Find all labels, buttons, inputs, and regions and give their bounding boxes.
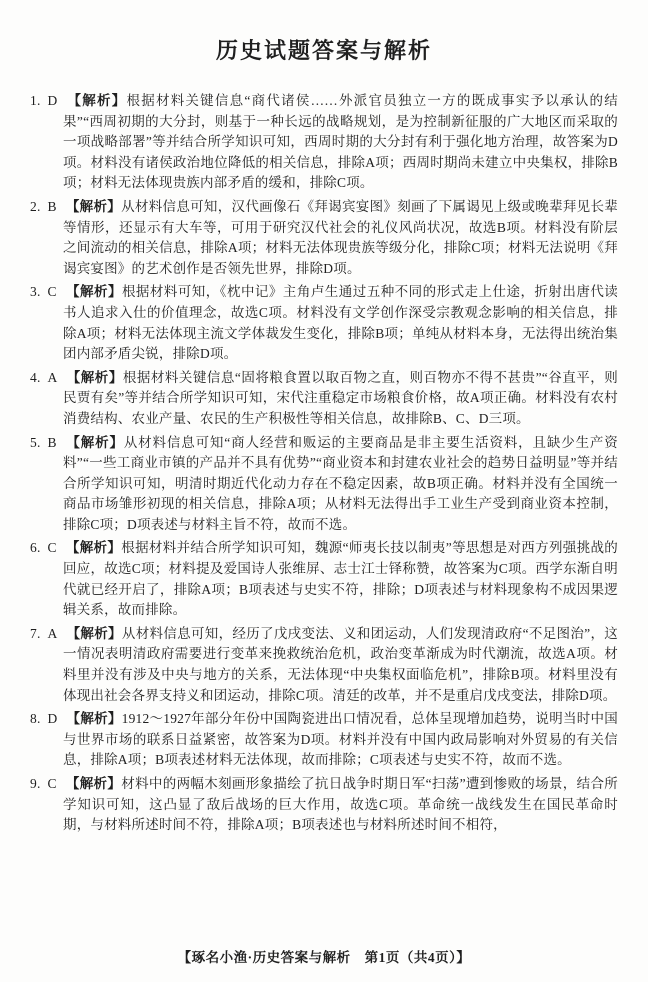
answer-item — [30, 433, 618, 536]
analysis-label: 【解析】 — [66, 93, 127, 108]
analysis-text: 从材料信息可知，汉代画像石《拜谒宾宴图》刻画了下属谒见上级或晚辈拜见长辈等情形，还显示有大车等，可用于研究汉代社会的礼仪风尚状况，故选B项。材料没有阶层之间流动的相关信息，排除A项；材料无法体现贵族等级分化，排除C项；材料无法说明《拜谒宾宴图》的艺术创作是否领先世界，排除D项。 — [63, 198, 618, 276]
page-title: 历史试题答案与解析 — [215, 38, 432, 63]
item-number: 3. — [30, 284, 41, 300]
item-number: 8. — [30, 711, 41, 727]
answer-list — [30, 91, 618, 836]
analysis-text: 从材料信息可知“商人经营和贩运的主要商品是非主要生活资料，且缺少生产资料”“一些工商业市镇的产品并不具有优势”“商业资本和封建农业社会的趋势日益明显”等并结合所学知识可知，明清时期近代化动力存在不稳定因素，故B项正确。材料并没有全国统一商品市场雏形初现的相关信息，排除A项；从材料无法得出手工业生产受到商业资本控制，排除C项；D项表述与材料主旨不符，故而不选。 — [63, 434, 618, 532]
analysis-label: 【解析】 — [65, 434, 124, 450]
item-answer: C — [47, 776, 57, 791]
analysis-text: 1912～1927年部分年份中国陶瓷进出口情况看，总体呈现增加趋势，说明当时中国与世界市场的联系日益紧密，故答案为D项。材料并没有中国内政局影响对外贸易的有关信息，排除A项；B项表述材料无法体现，故而排除；C项表述与史实不符，故而不选。 — [63, 711, 618, 768]
page-footer: 【琢名小渔·历史答案与解析 第1页（共4页）】 — [177, 950, 471, 965]
analysis-text: 材料中的两幅木刻画形象描绘了抗日战争时期日军“扫荡”遭到惨败的场景，结合所学知识可知，这凸显了敌后战场的巨大作用，故选C项。革命统一战线发生在国民革命时期，与材料所述时间不符，排除A项；B项表述也与材料所述时间不相符， — [63, 776, 618, 833]
item-answer: C — [47, 284, 57, 300]
analysis-text: 根据材料关键信息“固将粮食置以取百物之直，则百物亦不得不甚贵”“谷直平，则民贾有矣”等并结合所学知识可知，宋代注重稳定市场粮食价格，故A项正确。材料没有农村消费结构、农业产量、农民的生产积极性等相关信息，故排除B、C、D三项。 — [63, 369, 618, 426]
analysis-text: 从材料信息可知，经历了戊戌变法、义和团运动，人们发现清政府“不足图治”，这一情况表明清政府需要进行变革来挽救统治危机，政治变革渐成为时代潮流，故选A项。材料里并没有涉及中央与地方的关系，无法体现“中央集权面临危机”，排除B项。材料里没有体现出社会各界支持义和团运动，排除C项。清廷的改革，并不是重启戊戌变法，排除D项。 — [63, 625, 618, 703]
answer-item — [30, 709, 618, 771]
analysis-text: 根据材料并结合所学知识可知，魏源“师夷长技以制夷”等思想是对西方列强挑战的回应，故选C项；材料提及爱国诗人张维屏、志士江士铎称赞，故答案为C项。西学东渐自明代就已经开启了，排除A项；B项表述与史实不符，排除；D项表述与材料现象构不成因果逻辑关系，故而排除。 — [63, 540, 618, 618]
answer-item — [30, 624, 618, 706]
answer-item — [30, 538, 618, 620]
item-answer: D — [47, 93, 58, 108]
answer-item — [30, 91, 618, 194]
answer-item — [30, 368, 618, 430]
item-number: 1. — [30, 93, 41, 108]
analysis-label: 【解析】 — [65, 540, 122, 556]
answer-item — [30, 282, 618, 364]
item-number: 6. — [30, 540, 41, 556]
item-number: 4. — [30, 369, 41, 385]
analysis-text: 根据材料关键信息“商代诸侯……外派官员独立一方的既成事实予以承认的结果”“西周初期的大分封，则基于一种长远的战略规划，是为控制新征服的广大地区而采取的一项战略部署”等并结合所学知识可知，西周时期的大分封有利于强化地方治理，故答案为D项。材料没有诸侯政治地位降低的相关信息，排除A项；西周时期尚未建立中央集权，排除B项；材料无法体现贵族内部矛盾的缓和，排除C项。 — [63, 93, 618, 191]
analysis-text: 根据材料可知，《枕中记》主角卢生通过五种不同的形式走上仕途，折射出唐代读书人追求入仕的价值理念，故选C项。材料没有文学创作深受宗教观念影响的相关信息，排除A项；材料无法体现主流文学体裁发生变化，排除B项；单纯从材料本身，无法得出统治集团内部矛盾尖锐，排除D项。 — [63, 284, 618, 362]
analysis-label: 【解析】 — [66, 625, 122, 641]
item-answer: A — [47, 369, 58, 385]
item-answer: C — [47, 540, 57, 556]
analysis-label: 【解析】 — [65, 776, 122, 791]
item-number: 9. — [30, 776, 41, 791]
item-answer: B — [47, 434, 57, 450]
item-answer: B — [47, 198, 57, 214]
item-number: 7. — [30, 625, 41, 641]
answer-item — [30, 774, 618, 836]
analysis-label: 【解析】 — [65, 198, 122, 214]
analysis-label: 【解析】 — [66, 369, 123, 385]
item-number: 5. — [30, 434, 41, 450]
item-answer: D — [47, 711, 58, 727]
analysis-label: 【解析】 — [65, 284, 122, 300]
item-number: 2. — [30, 198, 41, 214]
item-answer: A — [47, 625, 58, 641]
analysis-label: 【解析】 — [66, 711, 122, 727]
answer-item — [30, 197, 618, 279]
